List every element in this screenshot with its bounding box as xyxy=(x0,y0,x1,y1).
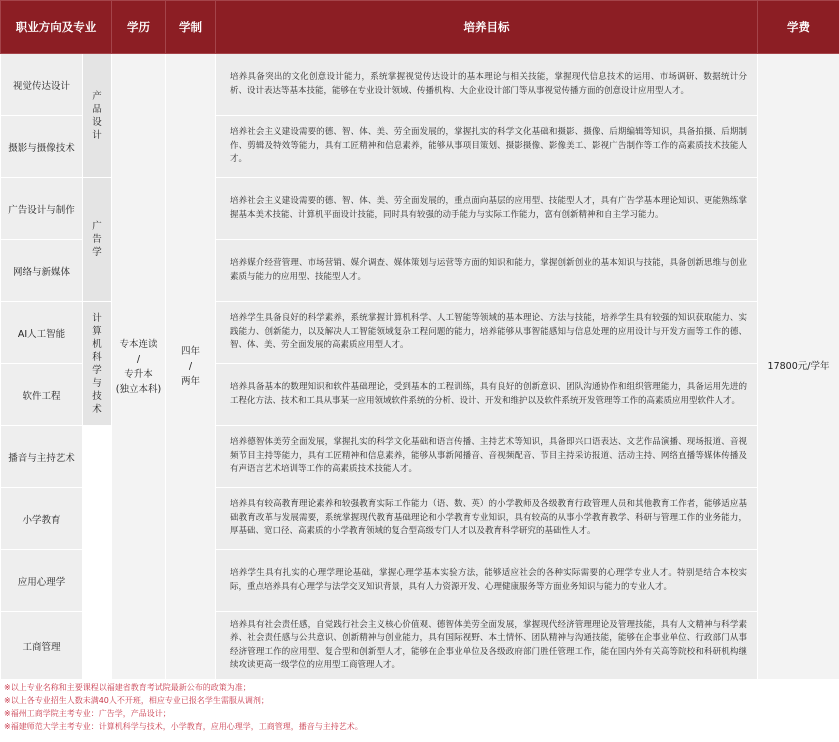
major-name: 小学教育 xyxy=(1,488,83,550)
training-goal: 培养社会主义建设需要的德、智、体、美、劳全面发展的，重点面向基层的应用型、技能型人才，具有广告学基本理论知识、更能熟练掌握基本美术技能、计算机平面设计技能，同时具有较强的动手能力与实际工作能力，富有创新精神和自主学习能力。 xyxy=(216,178,758,240)
header-fee: 学费 xyxy=(758,1,839,54)
tuition-fee: 17800元/学年 xyxy=(758,54,839,680)
major-name: 摄影与摄像技术 xyxy=(1,116,83,178)
major-name: 应用心理学 xyxy=(1,550,83,612)
major-name: 软件工程 xyxy=(1,364,83,426)
header-duration: 学制 xyxy=(166,1,216,54)
footnote: ※以上各专业招生人数未满40人不开班，相应专业已报名学生需服从调剂； xyxy=(4,696,269,705)
major-name: 视觉传达设计 xyxy=(1,54,83,116)
training-goal: 培养具有较高教育理论素养和较强教育实际工作能力（语、数、英）的小学教师及各级教育行政管理人员和其他教育工作者，能够适应基础教育改革与发展需要，系统掌握现代教育基础理论和小学教育专业知识，具有较高的从事小学教育教学、科研与管理工作的业务能力，厚基础、宽口径、高素质的小学教育领域的复合型高级专门人才以及教育科学研究的基础性人才。 xyxy=(216,488,758,550)
training-goal: 培养具有社会责任感，自觉践行社会主义核心价值观、德智体美劳全面发展，掌握现代经济管理理论及管理技能，具有人文精神与科学素养、社会责任感与公共意识、创新精神与创业能力，具有国际视野、本土情怀、团队精神与沟通技能，能够在企事业单位、行政部门从事经济管理工作的应用型、复合型和创新型人才，能够在企事业单位及各级政府部门胜任管理工作，能在国内外有关高等院校和科研机构继续攻读更高一级学位的应用型工商管理人才。 xyxy=(216,612,758,680)
footnote: ※福州工商学院主考专业：广告学，产品设计； xyxy=(4,709,171,718)
header-major: 职业方向及专业 xyxy=(1,1,112,54)
header-goal: 培养目标 xyxy=(216,1,758,54)
training-goal: 培养具备基本的数理知识和软件基础理论，受到基本的工程训练，具有良好的创新意识、团队沟通协作和组织管理能力，具备运用先进的工程化方法、技术和工具从事某一应用领域软件系统的分析、设计、开发和维护以及软件系统开发管理等工作的高素质应用型软件人才。 xyxy=(216,364,758,426)
category-design: 产品设计 xyxy=(83,54,112,178)
training-goal: 培养学生具备良好的科学素养，系统掌握计算机科学、人工智能等领域的基本理论、方法与技能，培养学生具有较强的知识获取能力、实践能力、创新能力，以及解决人工智能领域复杂工程问题的能力，培养能够从事智能感知与信息处理的应用设计与开发方面等工作的德、智、体、美、劳全面发展的高素质应用型人才。 xyxy=(216,302,758,364)
major-name: 工商管理 xyxy=(1,612,83,680)
major-name: 播音与主持艺术 xyxy=(1,426,83,488)
table-row xyxy=(1,54,839,116)
major-name: 网络与新媒体 xyxy=(1,240,83,302)
study-duration: 四年 / 两年 xyxy=(166,54,216,680)
header-education: 学历 xyxy=(112,1,166,54)
category-cs: 计算机科学与技术 xyxy=(83,302,112,426)
major-name: 广告设计与制作 xyxy=(1,178,83,240)
major-name: AI人工智能 xyxy=(1,302,83,364)
footnote: ※以上专业名称和主要课程以福建省教育考试院最新公布的政策为准； xyxy=(4,683,251,692)
training-goal: 培养社会主义建设需要的德、智、体、美、劳全面发展的，掌握扎实的科学文化基础和摄影、摄像、后期编辑等知识，具备拍摄、后期制作、剪辑及特效等能力，具有工匠精神和信息素养，能够从事项目策划、摄影摄像、影像美工、影视广告制作等工作的高素质技术技能人才。 xyxy=(216,116,758,178)
footnotes xyxy=(4,681,834,733)
training-goal: 培养德智体美劳全面发展，掌握扎实的科学文化基础和语言传播、主持艺术等知识，具备即兴口语表达、文艺作品演播、现场报道、音视频节目主持等能力，具有工匠精神和信息素养，能够从事新闻播音、音视频配音、节目主持采访报道、活动主持、网络直播等媒体传播及有声语言艺术培训等工作的高素质技术技能人才。 xyxy=(216,426,758,488)
training-goal: 培养媒介经营管理、市场营销、媒介调查、媒体策划与运营等方面的知识和能力，掌握创新创业的基本知识与技能，具备创新思维与创业素质与能力的应用型、技能型人才。 xyxy=(216,240,758,302)
category-ad: 广告学 xyxy=(83,178,112,302)
header-row xyxy=(1,1,839,54)
training-goal: 培养学生具有扎实的心理学理论基础，掌握心理学基本实验方法，能够适应社会的各种实际需要的心理学专业人才。特别是结合本校实际，重点培养具有心理学与法学交叉知识背景，具有人力资源开发、心理健康服务等方面业务知识与能力的专业人才。 xyxy=(216,550,758,612)
training-goal: 培养具备突出的文化创意设计能力，系统掌握视觉传达设计的基本理论与相关技能，掌握现代信息技术的运用、市场调研、数据统计分析、设计表达等基本技能，能够在专业设计领域、传播机构、大企业设计部门等从事视觉传播方面的创意设计应用型人才。 xyxy=(216,54,758,116)
footnote: ※福建师范大学主考专业：计算机科学与技术，小学教育，应用心理学，工商管理，播音与主持艺术。 xyxy=(4,722,363,731)
education-level: 专本连读 / 专升本 (独立本科) xyxy=(112,54,166,680)
